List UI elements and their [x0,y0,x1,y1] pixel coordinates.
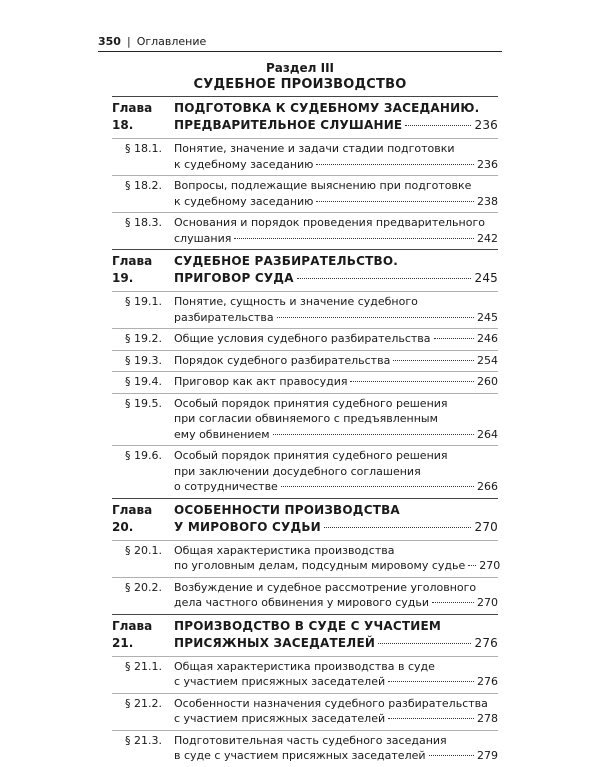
entry-title-line: Особый порядок принятия судебного решения [174,449,448,462]
toc-paragraph-entry [112,656,498,693]
toc-chapter-entry [112,614,498,656]
entry-title-line: ПОДГОТОВКА К СУДЕБНОМУ ЗАСЕДАНИЮ. [174,101,480,115]
page-reference: 236 [477,157,498,171]
page-reference: 246 [477,332,498,345]
dot-leader [393,360,474,361]
toc-paragraph-entry [112,445,498,498]
dot-leader [297,278,472,279]
entry-title-last-line: о сотрудничестве [174,480,278,493]
dot-leader [378,643,471,644]
entry-title-last-line: с участием присяжных заседателей [174,675,386,688]
page-reference: 236 [474,118,498,132]
entry-title [174,331,498,347]
paragraph-number: § 19.4. [125,375,162,388]
entry-title-line: Основания и порядок проведения предварительного [174,216,485,229]
paragraph-number: § 19.1. [125,295,162,308]
entry-title-line: Особый порядок принятия судебного решения [174,396,448,410]
entry-title-line: Вопросы, подлежащие выяснению при подготовке [174,179,472,192]
paragraph-number: § 18.2. [125,179,162,192]
entry-title [166,618,498,652]
section-title: СУДЕБНОЕ ПРОИЗВОДСТВО [193,77,407,92]
entry-title [174,374,498,390]
paragraph-number: § 21.1. [125,659,162,673]
toc-paragraph-entry [112,138,498,175]
page-number: 350 [98,35,121,48]
page-reference: 270 [477,596,498,609]
paragraph-number: § 18.3. [125,216,162,229]
entry-title-line: Общая характеристика производства [174,543,395,557]
entry-title-last-line: У МИРОВОГО СУДЬИ [174,519,321,534]
entry-title-last-line: Порядок судебного разбирательства [174,353,391,367]
toc-chapter-entry [112,96,498,138]
page-reference: 276 [477,675,498,688]
dot-leader [316,201,474,202]
paragraph-number: § 21.3. [125,733,162,747]
page-reference: 245 [477,310,498,324]
entry-title-last-line: к судебному заседанию [174,194,314,208]
dot-leader [434,338,474,339]
entry-title-last-line: ПРЕДВАРИТЕЛЬНОЕ СЛУШАНИЕ [174,118,403,132]
page-reference: 266 [477,480,498,493]
entry-title-last-line: Приговор как акт правосудия [174,375,348,388]
entry-title [174,141,498,172]
toc-paragraph-entry [112,393,498,446]
chapter-number: Глава 21. [112,618,153,650]
entry-title [174,353,498,369]
entry-title-last-line: ему обвинением [174,427,270,441]
paragraph-number: § 18.1. [125,142,162,155]
section-heading [98,60,502,94]
entry-title-last-line: разбирательства [174,310,274,324]
entry-title [174,659,498,690]
entry-title [174,733,498,764]
entry-title [174,448,498,495]
dot-leader [281,486,474,487]
dot-leader [468,565,476,566]
entry-title [174,396,498,443]
toc-chapter-entry [112,249,498,291]
header-separator: | [126,35,131,48]
table-of-contents [112,96,501,767]
page-reference: 260 [477,375,498,388]
page-reference: 270 [474,519,498,534]
entry-title-last-line: слушания [174,231,232,245]
chapter-number: Глава 20. [112,502,153,534]
toc-paragraph-entry [112,730,498,767]
toc-paragraph-entry [112,212,498,249]
section-label: Раздел III [265,61,335,75]
chapter-number: Глава 19. [112,254,153,285]
dot-leader [277,317,474,318]
toc-paragraph-entry [112,175,498,212]
header-title: Оглавление [136,35,207,48]
entry-title-line: Возбуждение и судебное рассмотрение уголовного [174,580,477,594]
entry-title-last-line: ПРИГОВОР СУДА [174,271,294,285]
paragraph-number: § 20.2. [125,580,162,594]
dot-leader [432,602,474,603]
toc-paragraph-entry [112,371,498,393]
toc-paragraph-entry [112,350,498,372]
paragraph-number: § 19.3. [125,353,162,367]
toc-paragraph-entry [112,540,501,577]
toc-paragraph-entry [112,693,498,730]
entry-title [174,580,498,611]
entry-title [174,543,501,574]
entry-title-line: СУДЕБНОЕ РАЗБИРАТЕЛЬСТВО. [174,254,398,268]
entry-title [166,502,498,536]
page-reference: 279 [477,749,498,762]
dot-leader [429,755,474,756]
paragraph-number: § 20.1. [125,543,162,557]
paragraph-number: § 21.2. [125,696,162,710]
page-reference: 270 [479,559,501,572]
page-reference: 278 [477,712,498,725]
page-reference: 245 [474,271,498,285]
entry-title-line: Общая характеристика производства в суде [174,659,435,673]
entry-title-last-line: дела частного обвинения у мирового судьи [174,596,430,609]
entry-title-last-line: в суде с участием присяжных заседателей [174,749,426,762]
entry-title [174,215,498,246]
dot-leader [388,718,474,719]
entry-title-line: Особенности назначения судебного разбирательства [174,696,488,710]
entry-title-line: Подготовительная часть судебного заседания [174,733,447,747]
entry-title [166,253,498,287]
toc-paragraph-entry [112,577,498,614]
entry-title-last-line: к судебному заседанию [174,157,314,171]
page-reference: 238 [477,194,498,208]
entry-title [174,696,498,727]
chapter-number: Глава 18. [112,101,153,132]
entry-title-line: ПРОИЗВОДСТВО В СУДЕ С УЧАСТИЕМ [174,618,441,633]
entry-title-last-line: Общие условия судебного разбирательства [174,332,431,345]
entry-title-line: при согласии обвиняемого с предъявленным [174,412,438,425]
dot-leader [316,164,474,165]
entry-title [166,100,498,134]
toc-paragraph-entry [112,291,498,328]
toc-chapter-entry [112,498,498,540]
page-reference: 276 [474,635,498,650]
toc-paragraph-entry [112,328,498,350]
entry-title-last-line: с участием присяжных заседателей [174,712,386,725]
entry-title-line: ОСОБЕННОСТИ ПРОИЗВОДСТВА [174,502,400,517]
paragraph-number: § 19.2. [125,332,162,345]
dot-leader [324,527,472,528]
page-reference: 242 [477,231,498,245]
paragraph-number: § 19.5. [125,396,162,410]
entry-title [174,178,498,209]
entry-title [174,294,498,325]
dot-leader [388,681,474,682]
entry-title-last-line: по уголовным делам, подсудным мировому судье [174,559,466,572]
dot-leader [234,238,474,239]
running-header [98,35,502,52]
dot-leader [273,434,474,435]
entry-title-line: Понятие, сущность и значение судебного [174,295,418,308]
entry-title-line: при заключении досудебного соглашения [174,464,421,478]
entry-title-last-line: ПРИСЯЖНЫХ ЗАСЕДАТЕЛЕЙ [174,635,376,650]
page-reference: 264 [477,427,498,441]
page-reference: 254 [477,353,498,367]
dot-leader [350,381,474,382]
paragraph-number: § 19.6. [125,449,162,462]
entry-title-line: Понятие, значение и задачи стадии подготовки [174,142,455,155]
dot-leader [405,125,471,126]
